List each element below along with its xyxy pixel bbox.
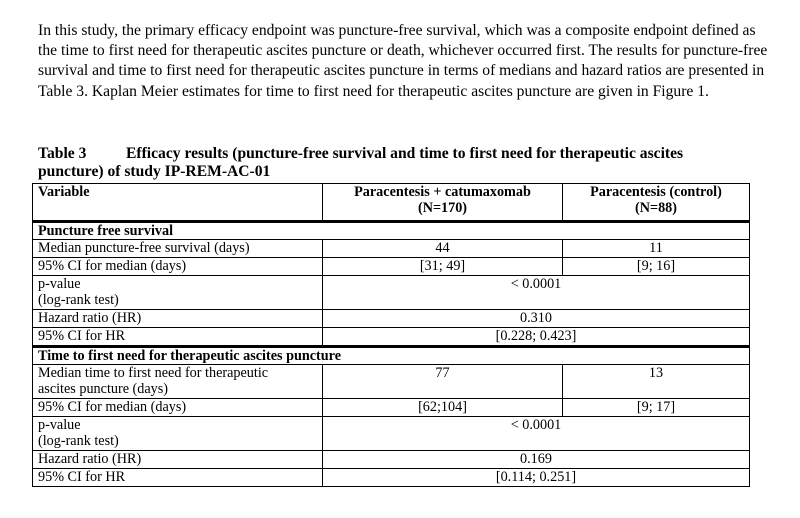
row-label: Median puncture-free survival (days) [33, 240, 323, 258]
header-arm1-name: Paracentesis + catumaxomab [354, 184, 531, 200]
cell-merged: [0.228; 0.423] [323, 328, 750, 347]
table-row [33, 310, 750, 328]
table-row [33, 451, 750, 469]
section-row-puncture-free-survival [33, 222, 750, 240]
row-label-line1: Median time to first need for therapeutic [38, 365, 269, 381]
table-row [33, 365, 750, 399]
intro-paragraph: In this study, the primary efficacy endpoint was puncture-free survival, which was a composite endpoint defined as the time to first need for therapeutic ascites puncture or death, whichever occurred first. The results for puncture-free survival and time to first need for therapeutic ascites puncture in terms of medians and hazard ratios are presented in Table 3. Kaplan Meier estimates for time to first need for therapeutic ascites puncture are given in Figure 1. [38, 22, 768, 100]
table-header-row [33, 184, 750, 222]
row-label-line2: ascites puncture (days) [38, 381, 169, 397]
cell-merged: < 0.0001 [323, 417, 750, 451]
cell-arm2: [9; 16] [563, 258, 750, 276]
table-caption-text: Efficacy results (puncture-free survival and time to first need for therapeutic ascites puncture) of study IP-REM-AC-01 [38, 145, 684, 180]
header-arm2-n: (N=88) [635, 200, 677, 216]
cell-arm2: 11 [563, 240, 750, 258]
row-label: 95% CI for median (days) [33, 399, 323, 417]
table-row [33, 276, 750, 310]
cell-arm1: [62;104] [323, 399, 563, 417]
table-row [33, 417, 750, 451]
row-label-line2: (log-rank test) [38, 433, 119, 449]
cell-merged: [0.114; 0.251] [323, 469, 750, 487]
header-arm2 [563, 184, 750, 222]
table-row [33, 240, 750, 258]
table-caption [38, 145, 738, 180]
row-label: 95% CI for median (days) [33, 258, 323, 276]
table-row [33, 258, 750, 276]
cell-merged: 0.169 [323, 451, 750, 469]
efficacy-results-table [32, 183, 750, 487]
cell-arm2: [9; 17] [563, 399, 750, 417]
cell-arm1: [31; 49] [323, 258, 563, 276]
row-label: 95% CI for HR [33, 328, 323, 347]
row-label: 95% CI for HR [33, 469, 323, 487]
row-label: Hazard ratio (HR) [33, 451, 323, 469]
header-arm1 [323, 184, 563, 222]
row-label [33, 417, 323, 451]
cell-merged: < 0.0001 [323, 276, 750, 310]
row-label-line2: (log-rank test) [38, 292, 119, 308]
row-label [33, 365, 323, 399]
table-row [33, 328, 750, 347]
cell-arm1: 44 [323, 240, 563, 258]
row-label-line1: p-value [38, 417, 81, 433]
section-title: Time to first need for therapeutic ascites puncture [33, 347, 750, 365]
section-title: Puncture free survival [33, 222, 750, 240]
header-arm2-name: Paracentesis (control) [590, 184, 722, 200]
header-arm1-n: (N=170) [417, 200, 468, 216]
row-label [33, 276, 323, 310]
section-row-time-to-puncture [33, 347, 750, 365]
cell-merged: 0.310 [323, 310, 750, 328]
cell-arm1: 77 [323, 365, 563, 399]
header-variable: Variable [33, 184, 323, 222]
table-caption-label: Table 3 [38, 145, 87, 162]
table-row [33, 399, 750, 417]
row-label: Hazard ratio (HR) [33, 310, 323, 328]
row-label-line1: p-value [38, 276, 81, 292]
cell-arm2: 13 [563, 365, 750, 399]
table-row [33, 469, 750, 487]
